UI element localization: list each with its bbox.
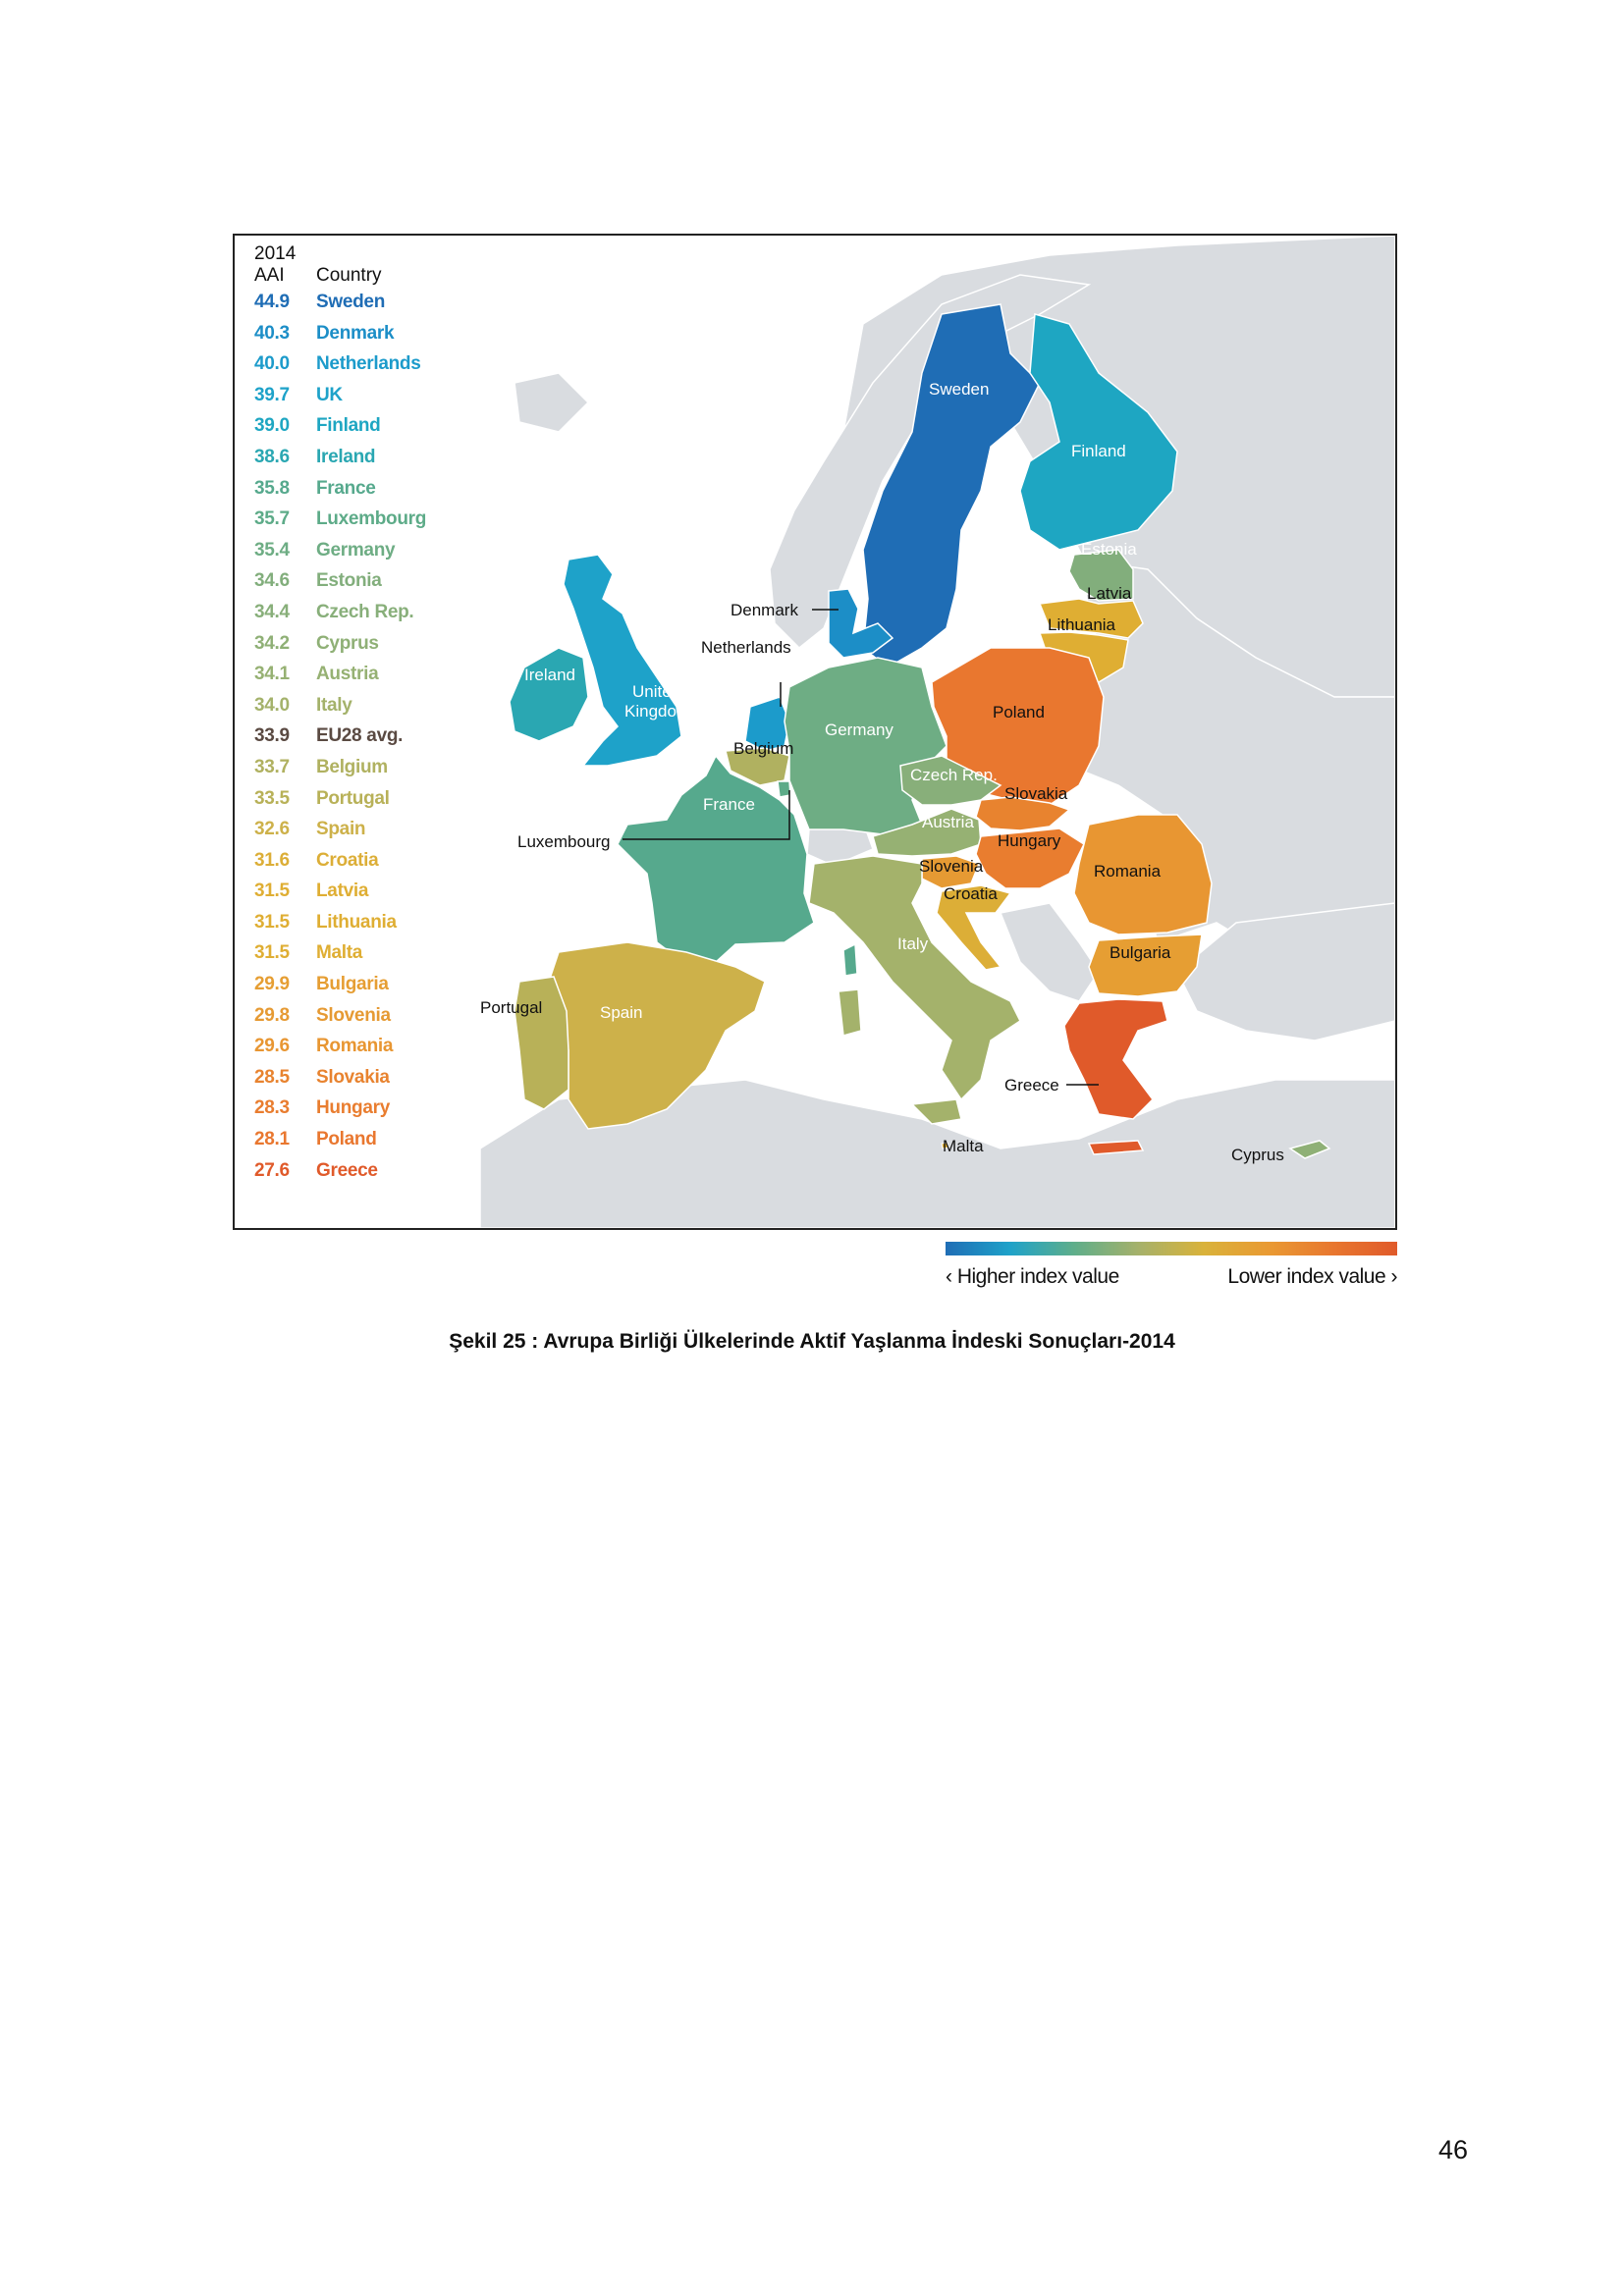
map-label-bulgaria: Bulgaria: [1110, 943, 1171, 962]
map-label-latvia: Latvia: [1087, 584, 1132, 603]
legend-row: [254, 442, 480, 473]
colorbar: [946, 1242, 1397, 1289]
legend-value: 39.7: [254, 384, 290, 405]
map-label-ireland: Ireland: [524, 666, 575, 684]
legend-country: Lithuania: [316, 911, 397, 933]
legend-row: [254, 845, 480, 877]
legend-rows: [254, 287, 480, 1186]
legend-country: Slovenia: [316, 1004, 391, 1026]
legend-header-row: [254, 265, 480, 287]
legend-value: 44.9: [254, 292, 290, 312]
legend-row: [254, 565, 480, 597]
map-label-denmark: Denmark: [731, 601, 798, 619]
legend-country: Belgium: [316, 756, 388, 777]
page-number: 46: [1438, 2135, 1469, 2164]
corsica: [843, 944, 857, 976]
legend-country: Czech Rep.: [316, 601, 414, 622]
legend-country: UK: [316, 384, 343, 405]
map-label-romania: Romania: [1094, 862, 1162, 881]
legend-row: [254, 937, 480, 969]
map-label-hungary: Hungary: [998, 831, 1061, 850]
legend-value: 31.6: [254, 849, 290, 871]
map-label-estonia: Estonia: [1081, 540, 1137, 559]
legend-country: Spain: [316, 819, 366, 840]
legend-value: 28.5: [254, 1066, 290, 1088]
legend-row: [254, 907, 480, 938]
legend-row: [254, 473, 480, 505]
map-label-malta: Malta: [943, 1137, 984, 1155]
legend-country: Germany: [316, 539, 396, 561]
legend-row: [254, 876, 480, 907]
map-label-spain: Spain: [600, 1003, 643, 1022]
country-portugal: [514, 977, 568, 1109]
legend-country: Latvia: [316, 881, 369, 902]
legend-country: Portugal: [316, 787, 390, 809]
legend-value: 33.5: [254, 787, 290, 809]
map-label-portugal: Portugal: [480, 998, 543, 1017]
legend-value: 32.6: [254, 819, 290, 840]
map-label-france: France: [703, 795, 755, 814]
legend-country: Luxembourg: [316, 508, 427, 530]
colorbar-gradient: [946, 1242, 1397, 1255]
legend-country: Finland: [316, 415, 381, 437]
legend-value: 35.7: [254, 508, 290, 530]
legend-country: Romania: [316, 1036, 394, 1057]
legend-row: [254, 814, 480, 845]
legend-country: Italy: [316, 694, 352, 716]
map-label-lithuania: Lithuania: [1048, 615, 1116, 634]
legend-country: Malta: [316, 942, 363, 964]
legend-row: [254, 1124, 480, 1155]
legend-value: 34.2: [254, 632, 290, 654]
legend-value: 34.6: [254, 570, 290, 592]
legend-row: [254, 1062, 480, 1094]
legend-value: 35.8: [254, 477, 290, 499]
legend-row: [254, 380, 480, 411]
legend-value: 28.3: [254, 1097, 290, 1119]
legend-row: [254, 1031, 480, 1062]
legend-country: Estonia: [316, 570, 382, 592]
legend-value: 27.6: [254, 1159, 290, 1181]
legend-value: 34.1: [254, 664, 290, 685]
legend-row: [254, 535, 480, 566]
legend-country: Greece: [316, 1159, 378, 1181]
legend-country: Poland: [316, 1129, 377, 1150]
legend-row: [254, 504, 480, 535]
legend-country: Denmark: [316, 322, 395, 344]
figure-caption: Şekil 25 : Avrupa Birliği Ülkelerinde Aktif Yaşlanma İndeski Sonuçları-2014: [449, 1330, 1175, 1353]
legend-row: [254, 1000, 480, 1032]
legend-country: Ireland: [316, 446, 376, 467]
legend-value: 34.0: [254, 694, 290, 716]
legend-country: Netherlands: [316, 353, 421, 375]
legend-year: 2014: [254, 243, 297, 264]
map-label-uk-line1: United: [632, 682, 681, 701]
legend-col-country: Country: [316, 265, 382, 286]
legend-row: [254, 969, 480, 1000]
map-label-germany: Germany: [825, 721, 893, 739]
country-luxembourg: [778, 781, 790, 797]
colorbar-labels: [946, 1265, 1397, 1289]
legend-row: [254, 348, 480, 380]
legend-value: 38.6: [254, 446, 290, 467]
map-label-greece: Greece: [1004, 1076, 1059, 1095]
map-label-finland: Finland: [1071, 442, 1126, 460]
legend-country: Cyprus: [316, 632, 379, 654]
map-label-netherlands: Netherlands: [701, 638, 791, 657]
legend-country: France: [316, 477, 376, 499]
colorbar-left-label: ‹ Higher index value: [946, 1265, 1119, 1288]
legend-country: Austria: [316, 664, 379, 685]
legend-value: 39.0: [254, 415, 290, 437]
legend-value: 29.9: [254, 974, 290, 995]
legend-row: [254, 1093, 480, 1124]
map-label-slovakia: Slovakia: [1004, 784, 1068, 803]
map-label-italy: Italy: [897, 934, 929, 953]
legend-country: Croatia: [316, 849, 379, 871]
legend-country: Slovakia: [316, 1066, 390, 1088]
legend-row: [254, 628, 480, 660]
legend-row: [254, 410, 480, 442]
legend-country: Hungary: [316, 1097, 390, 1119]
legend-value: 40.0: [254, 353, 290, 375]
legend-row: [254, 721, 480, 752]
legend-value: 33.9: [254, 725, 290, 747]
map-label-poland: Poland: [993, 703, 1045, 721]
map-label-sweden: Sweden: [929, 380, 990, 399]
legend-value: 34.4: [254, 601, 290, 622]
map-figure: [233, 234, 1397, 1230]
map-label-belgium: Belgium: [733, 739, 794, 758]
legend-row: [254, 659, 480, 690]
legend-country: Sweden: [316, 292, 385, 312]
legend-row: [254, 318, 480, 349]
legend-row: [254, 752, 480, 783]
legend-col-value: AAI: [254, 265, 285, 286]
legend-row: [254, 597, 480, 628]
legend-value: 29.8: [254, 1004, 290, 1026]
legend-value: 29.6: [254, 1036, 290, 1057]
map-label-austria: Austria: [922, 813, 974, 831]
legend-value: 31.5: [254, 881, 290, 902]
map-label-slovenia: Slovenia: [919, 857, 984, 876]
legend-value: 40.3: [254, 322, 290, 344]
legend-value: 28.1: [254, 1129, 290, 1150]
aai-legend: [254, 243, 480, 1186]
legend-row: [254, 287, 480, 318]
legend-value: 35.4: [254, 539, 290, 561]
legend-row: [254, 1155, 480, 1187]
map-label-uk-line2: Kingdom: [624, 702, 691, 721]
map-label-luxembourg: Luxembourg: [517, 832, 611, 851]
map-label-cyprus: Cyprus: [1231, 1146, 1284, 1164]
map-label-czech: Czech Rep.: [910, 766, 998, 784]
legend-value: 33.7: [254, 756, 290, 777]
legend-value: 31.5: [254, 942, 290, 964]
legend-country: Bulgaria: [316, 974, 389, 995]
legend-country: EU28 avg.: [316, 725, 404, 747]
legend-row: [254, 783, 480, 815]
colorbar-right-label: Lower index value ›: [1227, 1265, 1397, 1288]
map-label-croatia: Croatia: [944, 884, 998, 903]
legend-value: 31.5: [254, 911, 290, 933]
legend-row: [254, 690, 480, 721]
